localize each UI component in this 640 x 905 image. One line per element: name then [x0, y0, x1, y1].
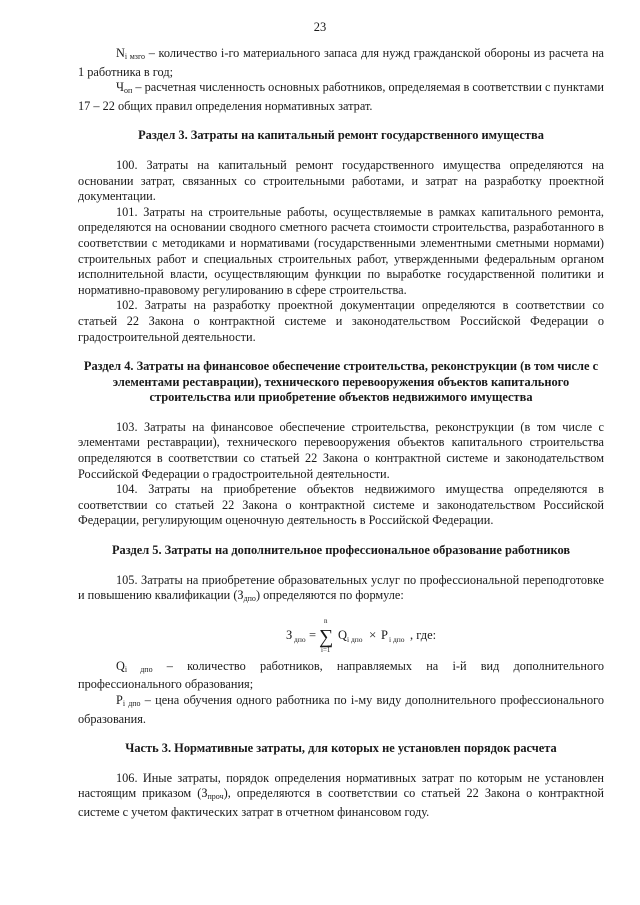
formula-p: P: [381, 627, 388, 642]
symbol-n: N: [116, 46, 125, 60]
definition-chop: [78, 80, 604, 114]
page-number: 23: [313, 20, 327, 34]
formula-p-subscript: i дпо: [389, 634, 405, 644]
symbol-ch: Ч: [116, 80, 124, 95]
definition-q-text: – количество работников, направляемых на i-й вид дополнительного профессионального образования;: [78, 658, 604, 692]
paragraph-106-subscript: проч: [207, 792, 224, 802]
document-content: [78, 46, 604, 821]
paragraph-103: 103. Затраты на финансовое обеспечение строительства, реконструкции (в том числе с элементами реставрации), технического перевооружения объектов капитального строительства определяются в соответствии со статьей 22 Закона о контрактной системе и законодательством Российской Федерации о градостроительной деятельности.: [78, 419, 604, 481]
formula-equals: =: [309, 627, 317, 642]
paragraph-105-start: 105. Затраты на приобретение образовательных услуг по профессиональной переподготовке и повышению квалификации (З: [78, 572, 604, 603]
paragraph-106-end: ), определяются в соответствии со статьей 22 Закона о контрактной системе с учетом фактических затрат в отчетном финансовом году.: [78, 786, 604, 819]
symbol-q: Q: [116, 658, 125, 673]
formula-sigma-upper: n: [324, 616, 328, 625]
definition-p: [78, 693, 604, 727]
symbol-n-subscript: i мзго: [124, 52, 146, 61]
section4-heading: Раздел 4. Затраты на финансовое обеспечение строительства, реконструкции (в том числе с элементами реставрации), технического перевооружения объектов капитального строительства или приобретение объектов недвижимого имущества: [83, 359, 599, 405]
formula-sigma-lower: i=1: [321, 645, 331, 654]
definition-ngo-text: – количество i-го материального запаса для нужд гражданской обороны из расчета на 1 работника в год;: [78, 46, 604, 79]
formula-lhs: З: [286, 627, 293, 642]
paragraph-105: [78, 573, 604, 607]
symbol-p: P: [116, 693, 123, 707]
paragraph-106: [78, 771, 604, 821]
section5-heading: Раздел 5. Затраты на дополнительное профессиональное образование работников: [111, 543, 571, 558]
paragraph-100: 100. Затраты на капитальный ремонт государственного имущества определяются на основании затрат, связанных со строительными работами, и затрат на разработку проектной документации.: [78, 157, 604, 204]
formula-svg: [286, 615, 526, 655]
definition-q: [78, 659, 604, 693]
part3-heading: Часть 3. Нормативные затраты, для которых не установлен порядок расчета: [125, 741, 557, 756]
formula-sigma: ∑: [319, 625, 334, 648]
formula-q: Q: [338, 627, 348, 642]
paragraph-104: 104. Затраты на приобретение объектов недвижимого имущества определяются в соответствии со статьей 22 Закона о контрактной системе и законодательством Российской Федерации, регулирующим оценочную деятельность в Российской Федерации.: [78, 482, 604, 528]
symbol-q-subscript: i дпо: [124, 664, 153, 674]
paragraph-102: 102. Затраты на разработку проектной документации определяются в соответствии со статьей 22 Закона о контрактной системе и законодательством Российской Федерации о градостроительной деятельности.: [78, 298, 604, 344]
formula-times: ×: [369, 626, 377, 642]
symbol-p-subscript: i дпо: [122, 699, 141, 708]
definition-p-text: – цена обучения одного работника по i-му виду дополнительного профессионального образования.: [78, 693, 604, 726]
section3-heading: Раздел 3. Затраты на капитальный ремонт государственного имущества: [138, 128, 544, 143]
definition-ngo: [78, 46, 604, 80]
symbol-ch-subscript: оп: [124, 86, 133, 96]
formula-block: [78, 615, 604, 655]
definition-chop-text: – расчетная численность основных работников, определяемая в соответствии с пунктами 17 – 22 общих правил определения нормативных затрат.: [78, 80, 604, 113]
formula-q-subscript: i дпо: [347, 634, 363, 644]
paragraph-101: 101. Затраты на строительные работы, осуществляемые в рамках капитального ремонта, определяются на основании сводного сметного расчета стоимости строительства, разработанного в соответствии с методиками и нормативами (государственными элементными сметными нормами) строительных работ и специальных строительных работ, утвержденными федеральным органом исполнительной власти, осуществляющим функции по выработке государственной политики и нормативно-правовому регулированию в сфере строительства.: [78, 204, 604, 297]
formula-lhs-subscript: дпо: [294, 634, 306, 644]
paragraph-105-end: ) определяются по формуле:: [255, 588, 404, 603]
formula-tail: , где:: [410, 627, 437, 642]
paragraph-105-subscript: дпо: [243, 594, 256, 604]
paragraph-106-start: 106. Иные затраты, порядок определения нормативных затрат по которым не установлен настоящим приказом (З: [78, 770, 604, 801]
